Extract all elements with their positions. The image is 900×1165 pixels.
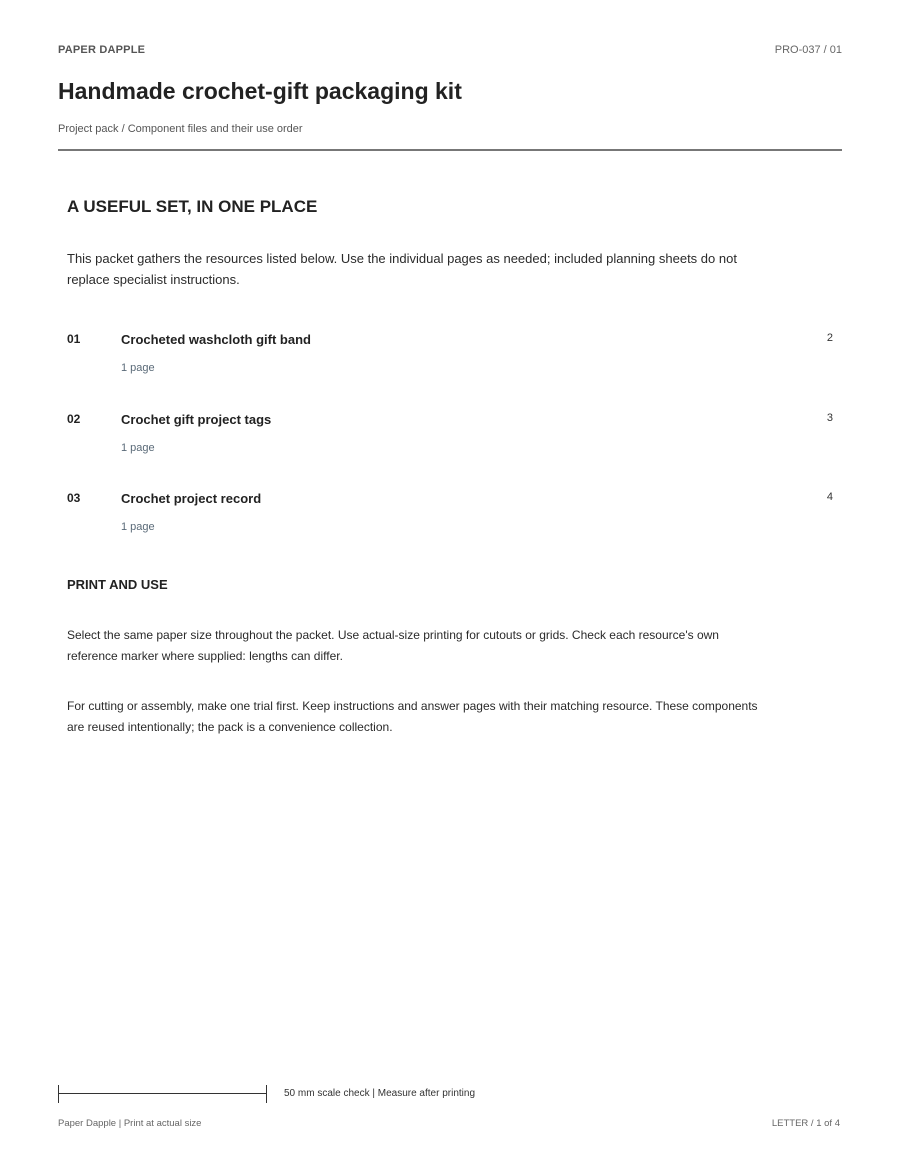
toc-item — [67, 332, 833, 382]
print-use-paragraph: Select the same paper size throughout the packet. Use actual-size printing for cutouts or grids. Check each resource's own reference marker where supplied: lengths can differ. — [67, 628, 719, 663]
toc-item-meta: 1 page — [121, 442, 155, 454]
toc-item-number: 01 — [67, 332, 81, 346]
document-code: PRO-037 / 01 — [774, 44, 842, 56]
toc-item-page: 3 — [826, 412, 833, 424]
toc-item-title: Crocheted washcloth gift band — [121, 332, 311, 347]
scale-tick-right — [266, 1085, 267, 1103]
toc-item-page: 4 — [826, 491, 833, 503]
scale-check-label: 50 mm scale check | Measure after printing — [284, 1088, 476, 1099]
toc-item-title: Crochet gift project tags — [121, 412, 272, 427]
toc-item-page: 2 — [826, 332, 833, 344]
intro-heading: A USEFUL SET, IN ONE PLACE — [67, 197, 318, 216]
toc-item — [67, 412, 833, 462]
toc-item-number: 02 — [67, 412, 81, 426]
scale-tick-left — [58, 1085, 59, 1103]
intro-text: This packet gathers the resources listed below. Use the individual pages as needed; included planning sheets do not replace specialist instructions. — [67, 251, 737, 287]
page-subtitle: Project pack / Component files and their use order — [58, 123, 303, 135]
page-title: Handmade crochet-gift packaging kit — [58, 78, 462, 104]
toc-item-meta: 1 page — [121, 362, 155, 374]
brand-name: PAPER DAPPLE — [58, 44, 146, 56]
print-use-heading: PRINT AND USE — [67, 577, 168, 592]
footer-left-text: Paper Dapple | Print at actual size — [58, 1118, 202, 1129]
header-divider — [58, 149, 842, 151]
footer-page-info: LETTER / 1 of 4 — [771, 1118, 840, 1129]
toc-item-number: 03 — [67, 491, 81, 505]
toc-item-title: Crochet project record — [121, 491, 262, 506]
toc-item-meta: 1 page — [121, 521, 155, 533]
toc-item — [67, 491, 833, 541]
scale-check-bar — [58, 1085, 267, 1103]
scale-line — [58, 1093, 267, 1094]
print-use-paragraph: For cutting or assembly, make one trial first. Keep instructions and answer pages with their matching resource. These components are reused intentionally; the pack is a convenience collection. — [67, 699, 758, 734]
